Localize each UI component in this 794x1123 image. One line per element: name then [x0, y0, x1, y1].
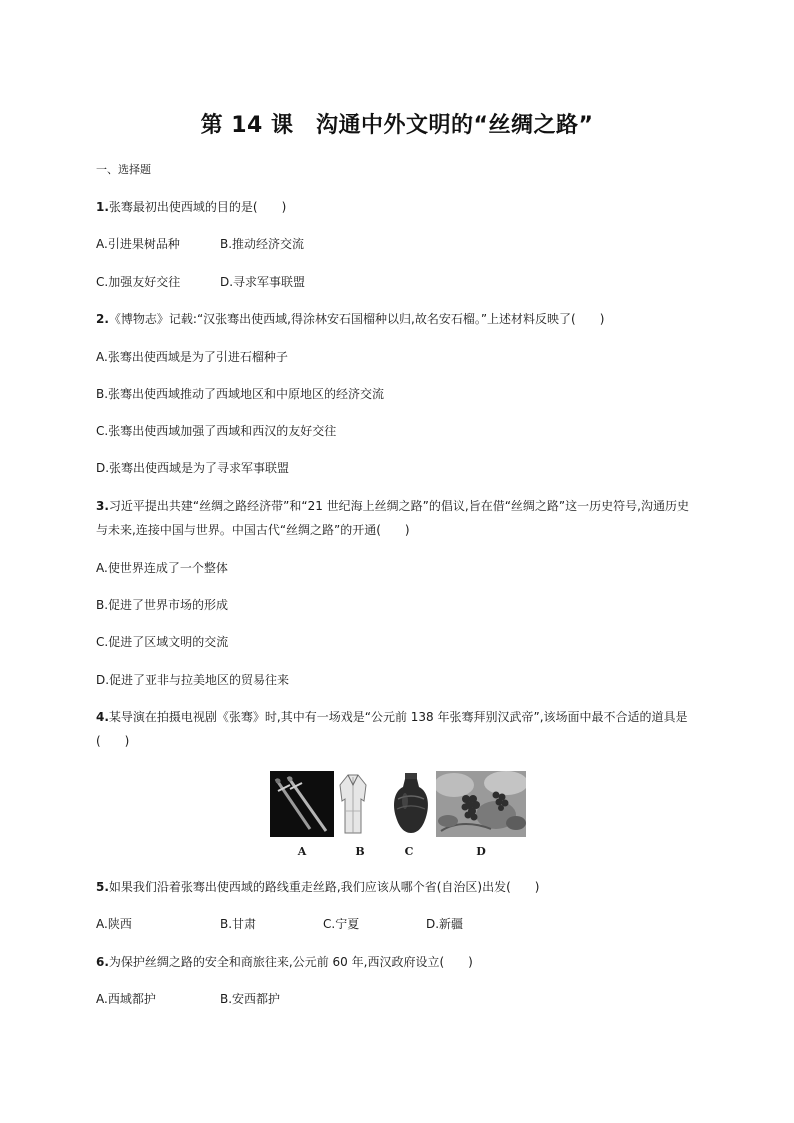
q2-option-d: D.张骞出使西域是为了寻求军事联盟: [96, 461, 290, 475]
question-stem-line-1: 某导演在拍摄电视剧《张骞》时,其中有一场戏是“公元前 138 年张骞拜别汉武帝”,该场面中最不合适的道具是: [108, 710, 688, 724]
question-2: [96, 312, 604, 326]
q2-option-c: C.张骞出使西域加强了西域和西汉的友好交往: [96, 424, 337, 438]
question-stem-line-2: ( ): [96, 734, 130, 748]
question-4: [96, 710, 688, 724]
question-stem-line-2: 与未来,连接中国与世界。中国古代“丝绸之路”的开通( ): [96, 523, 410, 537]
q1-option-b: B.推动经济交流: [220, 237, 305, 251]
question-6: [96, 955, 473, 969]
q3-option-d: D.促进了亚非与拉美地区的贸易往来: [96, 673, 290, 687]
robe-icon: [338, 771, 368, 837]
q2-option-b: B.张骞出使西域推动了西域地区和中原地区的经济交流: [96, 387, 385, 401]
section-heading: 一、选择题: [96, 163, 151, 176]
question-stem-line-1: 习近平提出共建“丝绸之路经济带”和“21 世纪海上丝绸之路”的倡议,旨在借“丝绸之路”这一历史符号,沟通历史: [108, 499, 689, 513]
q2-option-a: A.张骞出使西域是为了引进石榴种子: [96, 350, 288, 364]
question-number: 3.: [96, 499, 109, 513]
question-number: 6.: [96, 955, 109, 969]
question-number: 4.: [96, 710, 109, 724]
q5-option-c: C.宁夏: [323, 917, 360, 931]
question-number: 2.: [96, 312, 109, 326]
pottery-jar-icon: [392, 771, 430, 837]
figure-label-d: D: [476, 845, 486, 858]
page-title: 第 14 课 沟通中外文明的“丝绸之路”: [200, 113, 594, 138]
figure-label-c: C: [404, 845, 414, 858]
question-stem: 如果我们沿着张骞出使西域的路线重走丝路,我们应该从哪个省(自治区)出发( ): [108, 880, 540, 894]
question-stem: 《博物志》记载:“汉张骞出使西域,得涂林安石国榴种以归,故名安石榴。”上述材料反映了( ): [108, 312, 605, 326]
q5-option-a: A.陕西: [96, 917, 132, 931]
question-number: 5.: [96, 880, 109, 894]
q6-option-a: A.西域都护: [96, 992, 156, 1006]
bronze-sword-icon: [270, 771, 334, 837]
figure-label-b: B: [355, 845, 365, 858]
question-3: [96, 499, 689, 513]
grape-vine-icon: [436, 771, 526, 837]
q1-option-a: A.引进果树品种: [96, 237, 180, 251]
q1-option-d: D.寻求军事联盟: [220, 275, 306, 289]
q1-option-c: C.加强友好交往: [96, 275, 181, 289]
q6-option-b: B.安西都护: [220, 992, 281, 1006]
question-number: 1.: [96, 200, 109, 214]
figure-label-a: A: [297, 845, 307, 858]
q3-option-b: B.促进了世界市场的形成: [96, 598, 229, 612]
q4-figure: [270, 771, 526, 837]
q5-option-b: B.甘肃: [220, 917, 257, 931]
q3-option-a: A.使世界连成了一个整体: [96, 561, 228, 575]
question-1: [96, 200, 286, 214]
question-stem: 张骞最初出使西域的目的是( ): [108, 200, 287, 214]
q3-option-c: C.促进了区域文明的交流: [96, 635, 229, 649]
question-stem: 为保护丝绸之路的安全和商旅往来,公元前 60 年,西汉政府设立( ): [108, 955, 473, 969]
question-5: [96, 880, 539, 894]
q5-option-d: D.新疆: [426, 917, 464, 931]
